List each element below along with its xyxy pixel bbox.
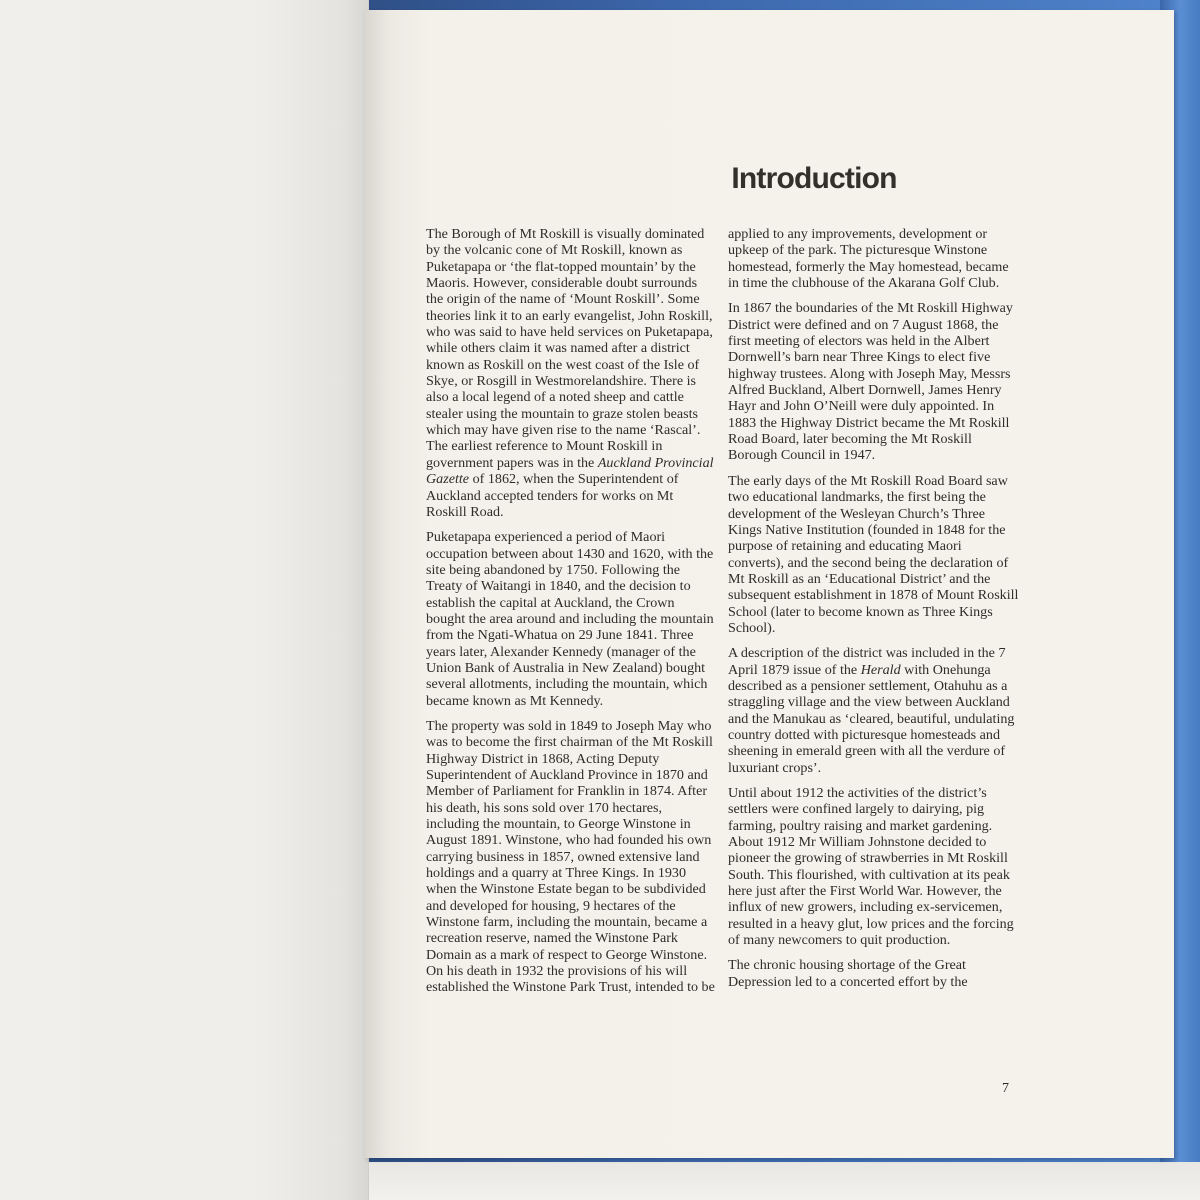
- paragraph: The early days of the Mt Roskill Road Board saw two educational landmarks, the first being the development of the Wesleyan Church’s Three Kings Native Institution (founded in 1848 for the purpose of retaining and educating Maori converts), and the second being the declaration of Mt Roskill as an ‘Educational District’ and the subsequent establishment in 1878 of Mount Roskill School (later to become known as Three Kings School).: [728, 472, 1019, 636]
- paragraph: [426, 226, 716, 520]
- paragraph-text: with Onehunga described as a pensioner settlement, Otahuhu as a straggling village and the view between Auckland and the Manukau as ‘cleared, beautiful, undulating country dotted with picturesque homesteads and sheening in emerald green with all the verdure of luxuriant crops’.: [728, 661, 1015, 776]
- table-surface: [362, 1162, 1200, 1200]
- paragraph: The property was sold in 1849 to Joseph May who was to become the first chairman of the Mt Roskill Highway District in 1868, Acting Deputy Superintendent of Auckland Province in 1870 and Member of Parliament for Franklin in 1874. After his death, his sons sold over 170 hectares, including the mountain, to George Winstone in August 1891. Winstone, who had founded his own carrying business in 1857, owned extensive land holdings and a quarry at Three Kings. In 1930 when the Winstone Estate began to be subdivided and developed for housing, 9 hectares of the Winstone farm, including the mountain, became a recreation reserve, named the Winstone Park Domain as a mark of respect to George Winstone. On his death in 1932 the provisions of his will established the Winstone Park Trust, intended to be: [426, 717, 715, 996]
- paragraph: [728, 645, 1020, 776]
- paragraph: Until about 1912 the activities of the district’s settlers were confined largely to dairying, pig farming, poultry raising and market gardening. About 1912 Mr William Johnstone decided to pioneer the growing of strawberries in Mt Roskill South. This flourished, with cultivation at its peak here just after the First World War. However, the influx of new growers, including ex-servicemen, resulted in a heavy glut, low prices and the forcing of many newcomers to quit production.: [728, 785, 1014, 949]
- paragraph-text: The Borough of Mt Roskill is visually dominated by the volcanic cone of Mt Roskill, known as Puketapapa or ‘the flat-topped mountain’ by the Maoris. However, considerable doubt surrounds the origin of the name of ‘Mount Roskill’. Some theories link it to an early evangelist, John Roskill, who was said to have held services on Puketapapa, while others claim it was named after a district known as Roskill on the west coast of the Isle of Skye, or Rosgill in Westmorelandshire. There is also a local legend of a noted sheep and cattle stealer using the mountain to graze stolen beasts which may have given rise to the name ‘Rascal’. The earliest reference to Mount Roskill in government papers was in the: [426, 226, 713, 471]
- text-column-right: [728, 226, 1020, 999]
- left-blank-page: [0, 0, 369, 1200]
- page-number: 7: [1002, 1081, 1009, 1096]
- paragraph-text: A description of the district was included in the 7 April 1879 issue of the: [728, 645, 1006, 678]
- paragraph: In 1867 the boundaries of the Mt Roskill Highway District were defined and on 7 August 1868, the first meeting of electors was held in the Albert Dornwell’s barn near Three Kings to elect five highway trustees. Along with Joseph May, Messrs Alfred Buckland, Albert Dornwell, James Henry Hayr and John O’Neill were duly appointed. In 1883 the Highway District became the Mt Roskill Road Board, later becoming the Mt Roskill Borough Council in 1947.: [728, 300, 1013, 464]
- italic-title: Auckland Provincial Gazette: [426, 454, 714, 488]
- page-title: Introduction: [731, 162, 897, 195]
- paragraph: applied to any improvements, development or upkeep of the park. The picturesque Winstone homestead, formerly the May homestead, became in time the clubhouse of the Akarana Golf Club.: [728, 226, 1009, 292]
- text-column-left: [426, 226, 716, 1005]
- paragraph: The chronic housing shortage of the Great Depression led to a concerted effort by the: [728, 957, 968, 990]
- right-page: [364, 10, 1174, 1158]
- paragraph: Puketapapa experienced a period of Maori occupation between about 1430 and 1620, with the site being abandoned by 1750. Following the Treaty of Waitangi in 1840, and the decision to establish the capital at Auckland, the Crown bought the area around and including the mountain from the Ngati-Whatua on 29 June 1841. Three years later, Alexander Kennedy (manager of the Union Bank of Australia in New Zealand) bought several allotments, including the mountain, which became known as Mt Kennedy.: [426, 529, 714, 709]
- italic-title: Herald: [860, 661, 901, 678]
- paragraph-text: of 1862, when the Superintendent of Auckland accepted tenders for works on Mt Roskill Road.: [426, 471, 679, 520]
